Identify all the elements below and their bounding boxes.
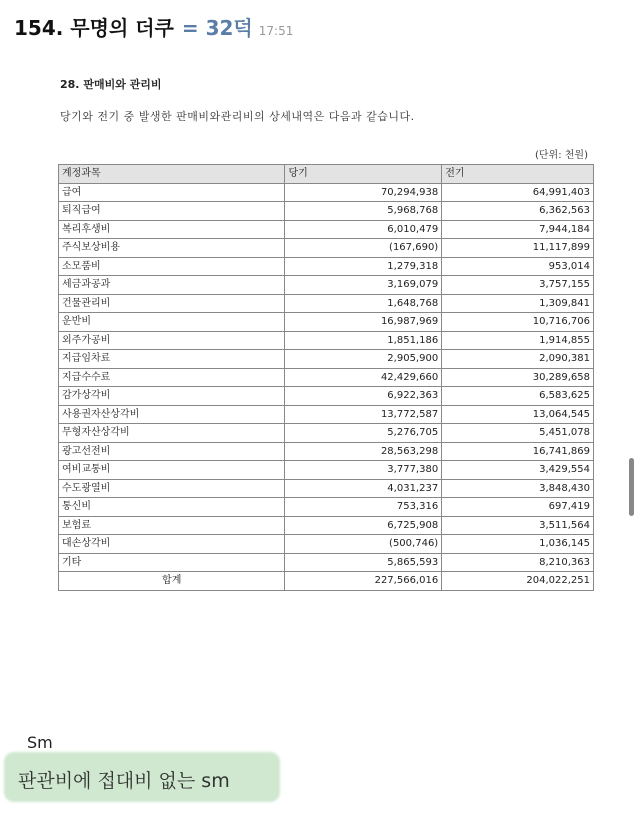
account-name-cell: 세금과공과 [59, 276, 285, 295]
table-row [59, 442, 594, 461]
total-label-cell: 합계 [59, 572, 285, 591]
account-name-cell: 지급임차료 [59, 350, 285, 369]
table-header-row [59, 165, 594, 184]
prior-value-cell: 2,090,381 [442, 350, 594, 369]
column-header-current: 당기 [285, 165, 442, 184]
table-row [59, 553, 594, 572]
table-row [59, 202, 594, 221]
current-value-cell: 1,648,768 [285, 294, 442, 313]
current-value-cell: 3,169,079 [285, 276, 442, 295]
intro-text: 당기와 전기 중 발생한 판매비와관리비의 상세내역은 다음과 같습니다. [60, 110, 415, 123]
prior-value-cell: 3,511,564 [442, 516, 594, 535]
current-value-cell: 13,772,587 [285, 405, 442, 424]
account-name-cell: 소모품비 [59, 257, 285, 276]
table-row [59, 387, 594, 406]
current-value-cell: 28,563,298 [285, 442, 442, 461]
current-value-cell: 5,968,768 [285, 202, 442, 221]
comment-highlight-text: 판관비에 접대비 없는 sm [18, 770, 230, 792]
section-title: 28. 판매비와 관리비 [60, 78, 162, 91]
table-row [59, 498, 594, 517]
account-name-cell: 여비교통비 [59, 461, 285, 480]
table-row [59, 257, 594, 276]
table-row [59, 331, 594, 350]
current-value-cell: 2,905,900 [285, 350, 442, 369]
current-value-cell: (167,690) [285, 239, 442, 258]
prior-value-cell: 16,741,869 [442, 442, 594, 461]
comment-score[interactable]: = 32덕 [181, 16, 253, 40]
document-image [0, 56, 628, 696]
current-value-cell: 6,725,908 [285, 516, 442, 535]
table-row [59, 350, 594, 369]
prior-value-cell: 3,429,554 [442, 461, 594, 480]
account-name-cell: 보험료 [59, 516, 285, 535]
account-name-cell: 복리후생비 [59, 220, 285, 239]
prior-value-cell: 13,064,545 [442, 405, 594, 424]
prior-value-cell: 10,716,706 [442, 313, 594, 332]
table-row [59, 405, 594, 424]
table-row [59, 535, 594, 554]
table-total-row [59, 572, 594, 591]
prior-value-cell: 1,309,841 [442, 294, 594, 313]
account-name-cell: 주식보상비용 [59, 239, 285, 258]
table-row [59, 294, 594, 313]
current-value-cell: 3,777,380 [285, 461, 442, 480]
account-name-cell: 운반비 [59, 313, 285, 332]
current-value-cell: 6,922,363 [285, 387, 442, 406]
table-row [59, 313, 594, 332]
table-row [59, 220, 594, 239]
account-name-cell: 사용권자산상각비 [59, 405, 285, 424]
current-value-cell: 1,851,186 [285, 331, 442, 350]
table-row [59, 368, 594, 387]
table-row [59, 516, 594, 535]
current-value-cell: 1,279,318 [285, 257, 442, 276]
current-value-cell: 70,294,938 [285, 183, 442, 202]
current-value-cell: 5,865,593 [285, 553, 442, 572]
current-value-cell: 753,316 [285, 498, 442, 517]
table-row [59, 276, 594, 295]
table-row [59, 461, 594, 480]
prior-value-cell: 30,289,658 [442, 368, 594, 387]
account-name-cell: 감가상각비 [59, 387, 285, 406]
prior-value-cell: 3,848,430 [442, 479, 594, 498]
total-prior-cell: 204,022,251 [442, 572, 594, 591]
table-row [59, 479, 594, 498]
unit-label: (단위: 천원) [535, 150, 588, 161]
prior-value-cell: 6,362,563 [442, 202, 594, 221]
account-name-cell: 기타 [59, 553, 285, 572]
prior-value-cell: 64,991,403 [442, 183, 594, 202]
comment-author: 154. 무명의 더쿠 [14, 16, 174, 40]
column-header-account: 계정과목 [59, 165, 285, 184]
prior-value-cell: 8,210,363 [442, 553, 594, 572]
comment-header [14, 12, 293, 52]
current-value-cell: 42,429,660 [285, 368, 442, 387]
current-value-cell: 16,987,969 [285, 313, 442, 332]
current-value-cell: 5,276,705 [285, 424, 442, 443]
prior-value-cell: 1,036,145 [442, 535, 594, 554]
account-name-cell: 무형자산상각비 [59, 424, 285, 443]
account-name-cell: 급여 [59, 183, 285, 202]
total-current-cell: 227,566,016 [285, 572, 442, 591]
account-name-cell: 수도광열비 [59, 479, 285, 498]
prior-value-cell: 953,014 [442, 257, 594, 276]
account-name-cell: 통신비 [59, 498, 285, 517]
prior-value-cell: 11,117,899 [442, 239, 594, 258]
account-name-cell: 퇴직급여 [59, 202, 285, 221]
current-value-cell: (500,746) [285, 535, 442, 554]
account-name-cell: 건물관리비 [59, 294, 285, 313]
table-row [59, 424, 594, 443]
scrollbar[interactable] [629, 458, 634, 516]
prior-value-cell: 5,451,078 [442, 424, 594, 443]
current-value-cell: 4,031,237 [285, 479, 442, 498]
account-name-cell: 광고선전비 [59, 442, 285, 461]
current-value-cell: 6,010,479 [285, 220, 442, 239]
table-row [59, 183, 594, 202]
comment-prefix: Sm [27, 733, 53, 752]
prior-value-cell: 6,583,625 [442, 387, 594, 406]
expense-table [58, 164, 594, 591]
account-name-cell: 외주가공비 [59, 331, 285, 350]
prior-value-cell: 3,757,155 [442, 276, 594, 295]
prior-value-cell: 7,944,184 [442, 220, 594, 239]
prior-value-cell: 697,419 [442, 498, 594, 517]
column-header-prior: 전기 [442, 165, 594, 184]
table-row [59, 239, 594, 258]
comment-time: 17:51 [258, 24, 294, 38]
prior-value-cell: 1,914,855 [442, 331, 594, 350]
account-name-cell: 대손상각비 [59, 535, 285, 554]
account-name-cell: 지급수수료 [59, 368, 285, 387]
